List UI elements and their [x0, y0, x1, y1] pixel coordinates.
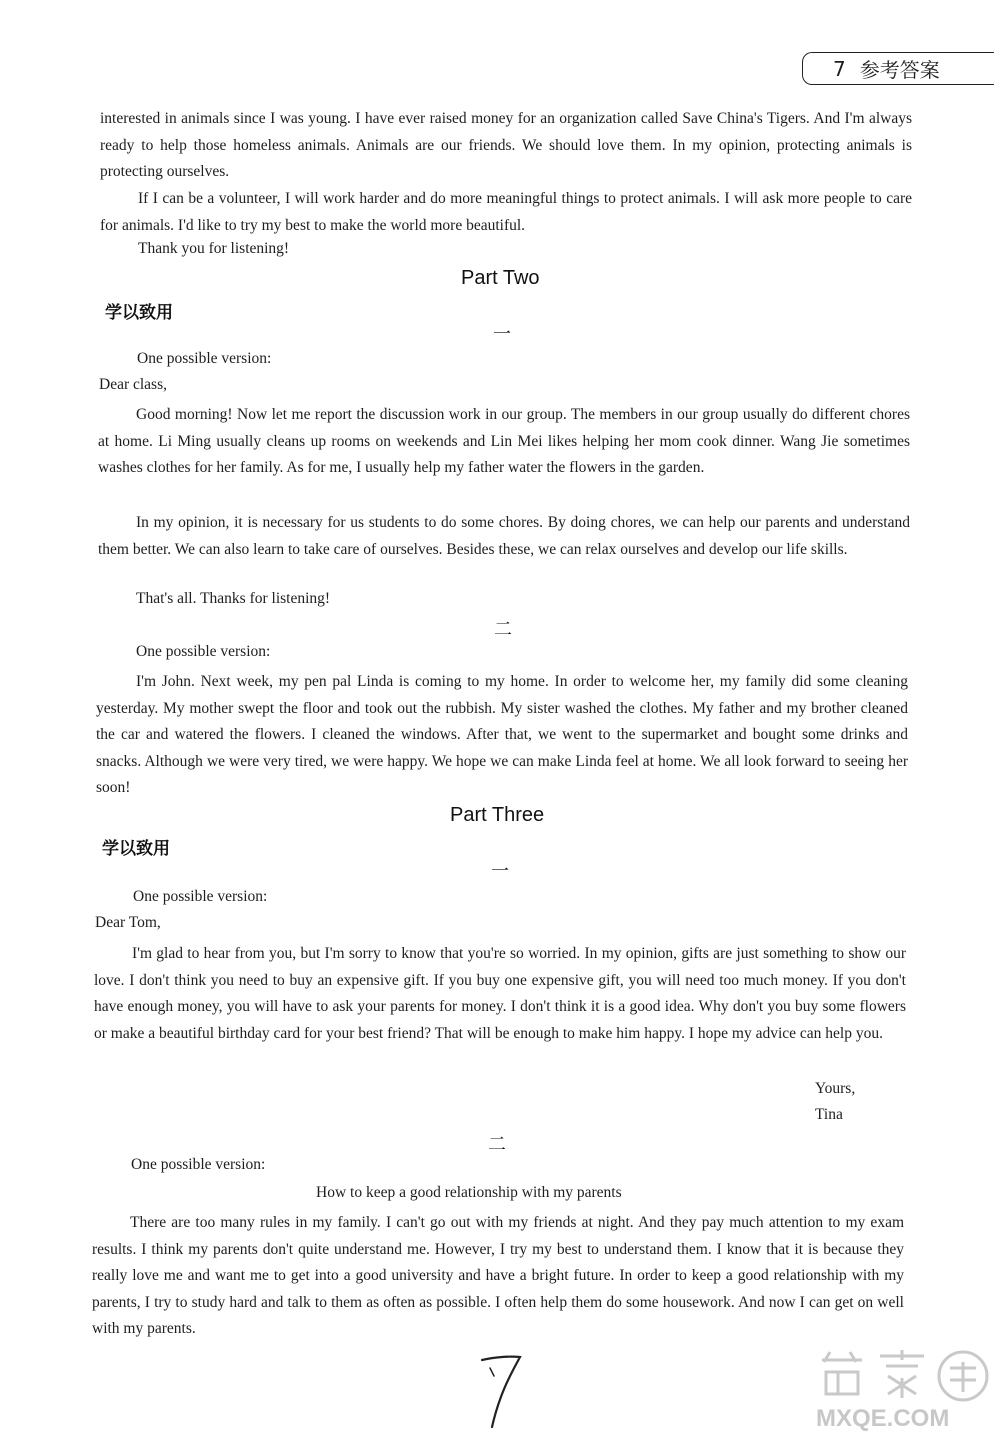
part-two-title: Part Two	[461, 267, 540, 289]
intro-paragraph-3: Thank you for listening!	[138, 240, 290, 257]
part-two-section-2-paragraph: I'm John. Next week, my pen pal Linda is coming to my home. In order to welcome her, my family did some cleaning yesterday. My mother swept the floor and took out the rubbish. My sister washed the clothes. My father and my brother cleaned the car and watered the flowers. I cleaned the windows. After that, we went to the supermarket and bought some drinks and snacks. Although we were very tired, we were happy. We hope we can make Linda feel at home. We all look forward to seeing her soon!	[96, 673, 908, 796]
part-three-section-1-numeral: 一	[491, 861, 509, 882]
part-three-section-2-numeral: 二	[488, 1134, 506, 1155]
section-title: 参考答案	[859, 58, 940, 82]
part-three-title: Part Three	[450, 804, 545, 826]
watermark-text: MXQE.COM	[816, 1405, 950, 1432]
part-two-section-2-numeral: 二	[494, 619, 512, 640]
letter-signature: Tina	[815, 1106, 843, 1123]
part-two-label: 学以致用	[105, 303, 173, 323]
part-two-section-2-version: One possible version:	[136, 643, 271, 660]
part-three-section-1-version: One possible version:	[133, 888, 268, 905]
part-three-section-1-paragraph: I'm glad to hear from you, but I'm sorry to know that you're so worried. In my opinion, gifts are just something to show our love. I don't think you need to buy an expensive gift. If you buy one expensive gift, you will need too much money. If you don't have enough money, you will have to ask your parents for money. I don't think it is a good idea. Why don't you buy some flowers or make a beautiful birthday card for your best friend? That will be enough to make him happy. I hope my advice can help you.	[94, 945, 906, 1042]
part-three-salutation: Dear Tom,	[95, 914, 161, 931]
page-header-tag	[802, 52, 994, 85]
part-two-section-1-version: One possible version:	[137, 350, 272, 367]
part-two-section-1-paragraph-1: Good morning! Now let me report the discussion work in our group. The members in our group usually do different chores at home. Li Ming usually cleans up rooms on weekends and Lin Mei likes helping her mom cook dinner. Wang Jie sometimes washes clothes for her family. As for me, I usually help my father water the flowers in the garden.	[98, 406, 910, 476]
part-three-label: 学以致用	[102, 839, 170, 859]
part-three-section-2-paragraph: There are too many rules in my family. I can't go out with my friends at night. And they pay much attention to my exam results. I think my parents don't quite understand me. However, I try my best to understand them. I know that it is because they really love me and want me to get into a good university and have a bright future. In order to keep a good relationship with my parents, I try to study hard and talk to them as often as possible. I often help them do some housework. And now I can get on well with my parents.	[92, 1214, 904, 1337]
essay-title: How to keep a good relationship with my parents	[316, 1184, 622, 1201]
letter-closing: Yours,	[815, 1080, 856, 1097]
part-two-section-1-paragraph-3: That's all. Thanks for listening!	[136, 590, 331, 607]
intro-paragraph-2: If I can be a volunteer, I will work harder and do more meaningful things to protect animals. I will ask more people to care for animals. I'd like to try my best to make the world more beautiful.	[100, 190, 912, 234]
handwritten-page-number	[470, 1352, 530, 1432]
part-two-salutation: Dear class,	[99, 376, 167, 393]
part-three-section-2-version: One possible version:	[131, 1156, 266, 1173]
page-number: 7	[833, 56, 846, 81]
watermark-logo	[808, 1338, 998, 1435]
part-two-section-1-numeral: 一	[493, 324, 511, 345]
part-two-section-1-paragraph-2: In my opinion, it is necessary for us students to do some chores. By doing chores, we can help our parents and understand them better. We can also learn to take care of ourselves. Besides these, we can relax ourselves and develop our life skills.	[98, 514, 910, 558]
intro-paragraph-1: interested in animals since I was young. I have ever raised money for an organization called Save China's Tigers. And I'm always ready to help those homeless animals. Animals are our friends. We should love them. In my opinion, protecting animals is protecting ourselves.	[100, 110, 912, 180]
